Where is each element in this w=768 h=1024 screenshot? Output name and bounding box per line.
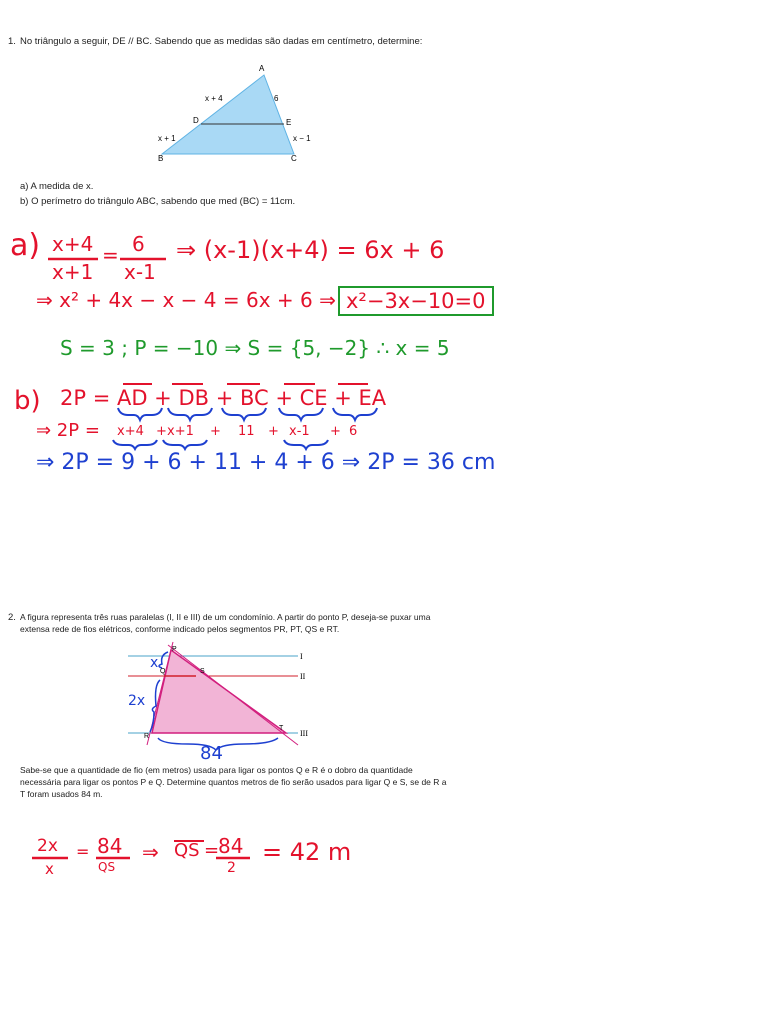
- hw-b-label: b): [14, 386, 41, 416]
- hw-a-frac1-num: x+4: [52, 232, 94, 256]
- label-d: D: [193, 116, 199, 125]
- hw-b-line1: 2P = AD + DB + BC + CE + EA: [60, 386, 387, 410]
- hw-q2-eq2: =: [204, 840, 220, 861]
- hw-a-result1: ⇒ (x-1)(x+4) = 6x + 6: [176, 236, 445, 264]
- label-a: A: [259, 64, 265, 73]
- label-e: E: [286, 118, 292, 127]
- label-ae: 6: [274, 94, 279, 103]
- hw-q2-frac2-den: QS: [98, 860, 116, 874]
- hw-a-equal: =: [102, 243, 119, 267]
- hw-q2-frac1-den: x: [45, 860, 54, 878]
- hw-b-plus-3: +: [268, 424, 279, 439]
- label-t: T: [279, 725, 284, 732]
- hw-q2-frac3-num: 84: [218, 834, 244, 858]
- label-q: Q: [160, 668, 166, 675]
- hw-84: 84: [200, 743, 223, 764]
- hw-b-line2-lead: ⇒ 2P =: [36, 420, 100, 441]
- hw-a-line2: ⇒ x² + 4x − x − 4 = 6x + 6 ⇒: [36, 288, 336, 312]
- hw-q2-frac3-den: 2: [227, 860, 236, 876]
- label-s: S: [200, 668, 205, 675]
- hw-b-plus-1: +: [156, 424, 167, 439]
- hw-q2-result: = 42 m: [262, 838, 352, 866]
- road-label-ii: II: [300, 672, 306, 681]
- hw-a-line3: S = 3 ; P = −10 ⇒ S = {5, −2} ∴ x = 5: [60, 336, 450, 360]
- label-r: R: [144, 733, 150, 740]
- hw-a-boxed: x²−3x−10=0: [338, 286, 494, 316]
- label-c: C: [291, 154, 297, 163]
- hw-q2-eq: =: [76, 842, 90, 861]
- hw-x: x: [150, 655, 159, 671]
- label-db: x + 1: [158, 134, 176, 143]
- hw-q2-qs-label: QS: [174, 840, 200, 861]
- label-b: B: [158, 154, 164, 163]
- q2-prompt: A figura representa três ruas paralelas (I, II e III) de um condomínio. A partir do ponto P, deseja-se puxar uma extensa rede de fios elétricos, conforme indicado pelos segmentos PR, PT, QS e RT.: [20, 612, 431, 634]
- hw-b-plus-2: +: [210, 424, 221, 439]
- hw-2x: 2x: [128, 693, 146, 709]
- label-ad: x + 4: [205, 94, 223, 103]
- q1-item-a: a) A medida de x.: [20, 181, 94, 192]
- hw-a-frac2-den: x-1: [124, 260, 156, 284]
- q1-prompt: No triângulo a seguir, DE // BC. Sabendo que as medidas são dadas em centímetro, determine:: [20, 36, 423, 47]
- hw-a-frac1-den: x+1: [52, 260, 94, 284]
- hw-b-term-1: x+4: [117, 424, 144, 439]
- hw-b-term-2: x+1: [167, 424, 194, 439]
- hw-q2-frac1-num: 2x: [37, 836, 58, 856]
- label-ec: x − 1: [293, 134, 311, 143]
- q2-number: 2.: [8, 612, 16, 623]
- hw-b-term-3: 11: [238, 424, 255, 439]
- road-label-iii: III: [300, 729, 308, 738]
- hw-b-term-5: 6: [349, 424, 358, 439]
- hw-b-line3: ⇒ 2P = 9 + 6 + 11 + 4 + 6 ⇒ 2P = 36 cm: [36, 450, 496, 475]
- hw-b-term-4: x-1: [289, 424, 310, 439]
- road-label-i: I: [300, 652, 303, 661]
- label-p: P: [172, 646, 177, 653]
- hw-b-plus-4: +: [330, 424, 341, 439]
- hw-q2-frac2-num: 84: [97, 834, 123, 858]
- q2-body: Sabe-se que a quantidade de fio (em metros) usada para ligar os pontos Q e R é o dobro da quantidade necessária para ligar os pontos P e Q. Determine quantos metros de fio serão usados para ligar Q e S, se de R a T foram usados 84 m.: [20, 765, 447, 799]
- hw-a-label: a): [10, 228, 41, 263]
- q1-number: 1.: [8, 36, 16, 47]
- hw-q2-arrow: ⇒: [142, 840, 159, 864]
- hw-a-frac2-num: 6: [132, 232, 145, 256]
- q1-item-b: b) O perímetro do triângulo ABC, sabendo que med (BC) = 11cm.: [20, 196, 296, 207]
